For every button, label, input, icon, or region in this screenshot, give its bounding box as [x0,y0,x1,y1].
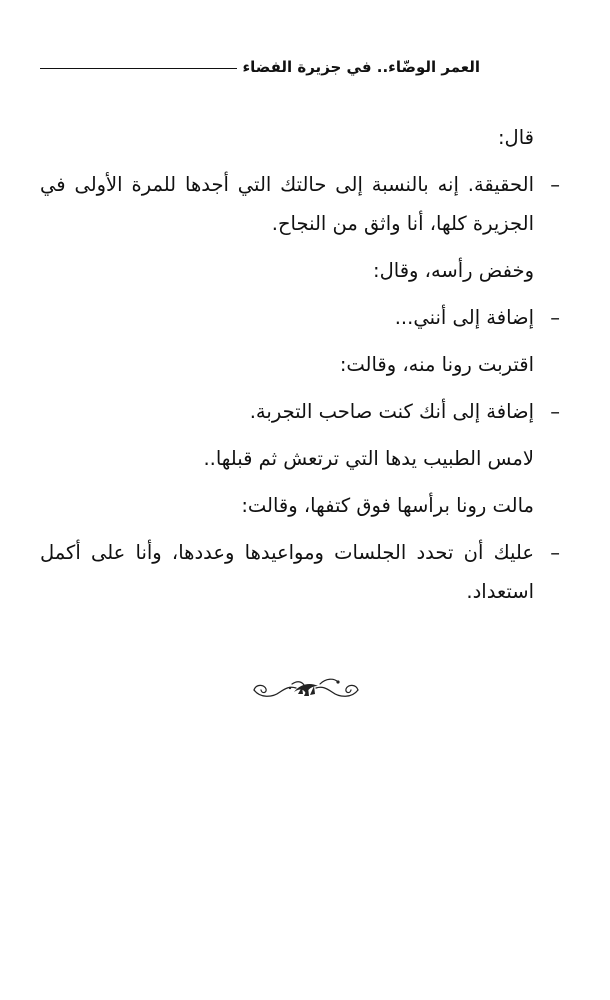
paragraph-text: عليك أن تحدد الجلسات ومواعيدها وعددها، وأنا على أكمل استعداد. [40,541,534,603]
header-title: العمر الوضّاء.. في جزيرة الفضاء [242,58,480,76]
paragraph-text: إضافة إلى أنك كنت صاحب التجربة. [249,400,534,423]
paragraph-narration [40,486,560,525]
paragraph-dialogue [40,298,560,337]
paragraph-text: مالت رونا برأسها فوق كتفها، وقالت: [241,494,534,517]
paragraph-text: وخفض رأسه، وقال: [373,259,534,282]
paragraph-text: قال: [497,126,534,149]
paragraph-text: اقتربت رونا منه، وقالت: [339,353,534,376]
paragraph-text: إضافة إلى أنني... [394,306,534,329]
dialogue-dash: – [550,400,560,423]
dialogue-dash: – [550,173,560,196]
running-header [40,58,480,76]
paragraph-dialogue [40,165,560,243]
paragraph-dialogue [40,533,560,611]
header-rule [40,68,237,69]
paragraph-narration [40,118,560,157]
paragraph-text: الحقيقة. إنه بالنسبة إلى حالتك التي أجدها للمرة الأولى في الجزيرة كلها، أنا واثق من النجاح. [40,173,534,235]
paragraph-narration [40,251,560,290]
paragraph-dialogue [40,392,560,431]
paragraph-text: لامس الطبيب يدها التي ترتعش ثم قبلها.. [203,447,534,470]
decorative-flourish-icon [250,672,362,708]
body-text [40,118,560,619]
paragraph-narration [40,439,560,478]
paragraph-narration [40,345,560,384]
dialogue-dash: – [550,306,560,329]
dialogue-dash: – [550,541,560,564]
